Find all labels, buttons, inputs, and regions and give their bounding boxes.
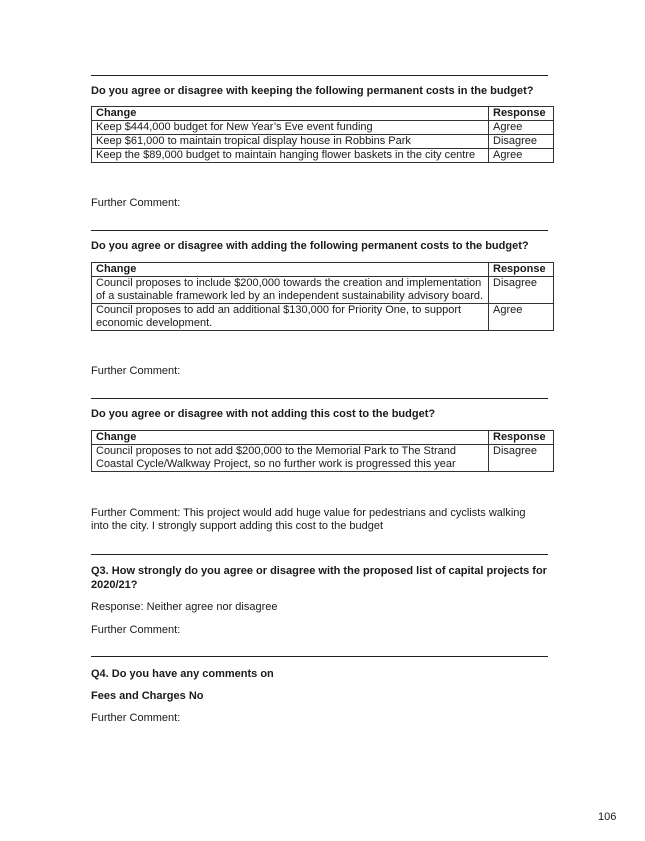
section1-question: Do you agree or disagree with keeping the following permanent costs in the budget? <box>91 85 534 97</box>
header-change: Change <box>92 263 489 277</box>
response-cell: Disagree <box>489 445 554 472</box>
change-cell: Keep the $89,000 budget to maintain hanging flower baskets in the city centre <box>92 149 489 163</box>
change-cell: Council proposes to add an additional $130,000 for Priority One, to support economic development. <box>92 304 489 331</box>
header-response: Response <box>489 263 554 277</box>
response-cell: Agree <box>489 121 554 135</box>
divider <box>91 230 548 231</box>
divider <box>91 398 548 399</box>
table-row <box>92 277 554 304</box>
q3-response: Response: Neither agree nor disagree <box>91 601 278 613</box>
table-header-row <box>92 107 554 121</box>
change-cell: Council proposes to include $200,000 towards the creation and implementation of a sustainable framework led by an independent sustainability advisory board. <box>92 277 489 304</box>
header-response: Response <box>489 107 554 121</box>
section3-table <box>91 430 554 472</box>
change-cell: Keep $444,000 budget for New Year’s Eve event funding <box>92 121 489 135</box>
section2-question: Do you agree or disagree with adding the following permanent costs to the budget? <box>91 240 529 252</box>
section1-comment: Further Comment: <box>91 197 181 209</box>
table-row <box>92 121 554 135</box>
response-cell: Disagree <box>489 277 554 304</box>
header-response: Response <box>489 431 554 445</box>
header-change: Change <box>92 431 489 445</box>
table-row <box>92 149 554 163</box>
section1-table <box>91 106 554 163</box>
section3-comment: Further Comment: This project would add huge value for pedestrians and cyclists walking into the city. I strongly support adding this cost to the budget <box>91 507 526 532</box>
q4-comment: Further Comment: <box>91 712 181 724</box>
table-header-row <box>92 263 554 277</box>
section2-comment: Further Comment: <box>91 365 181 377</box>
response-cell: Agree <box>489 304 554 331</box>
q4-question: Q4. Do you have any comments on <box>91 668 274 680</box>
section3-question: Do you agree or disagree with not adding this cost to the budget? <box>91 408 436 420</box>
q3-question: Q3. How strongly do you agree or disagree with the proposed list of capital projects for 2020/21? <box>91 565 547 591</box>
change-cell: Keep $61,000 to maintain tropical display house in Robbins Park <box>92 135 489 149</box>
divider <box>91 554 548 555</box>
q4-sub: Fees and Charges No <box>91 690 204 702</box>
divider <box>91 75 548 76</box>
divider <box>91 656 548 657</box>
response-cell: Agree <box>489 149 554 163</box>
section2-table <box>91 262 554 331</box>
response-cell: Disagree <box>489 135 554 149</box>
table-row <box>92 304 554 331</box>
q3-comment: Further Comment: <box>91 624 181 636</box>
page-number: 106 <box>598 811 617 823</box>
table-row <box>92 445 554 472</box>
header-change: Change <box>92 107 489 121</box>
change-cell: Council proposes to not add $200,000 to the Memorial Park to The Strand Coastal Cycle/Walkway Project, so no further work is progressed this year <box>92 445 489 472</box>
table-header-row <box>92 431 554 445</box>
table-row <box>92 135 554 149</box>
